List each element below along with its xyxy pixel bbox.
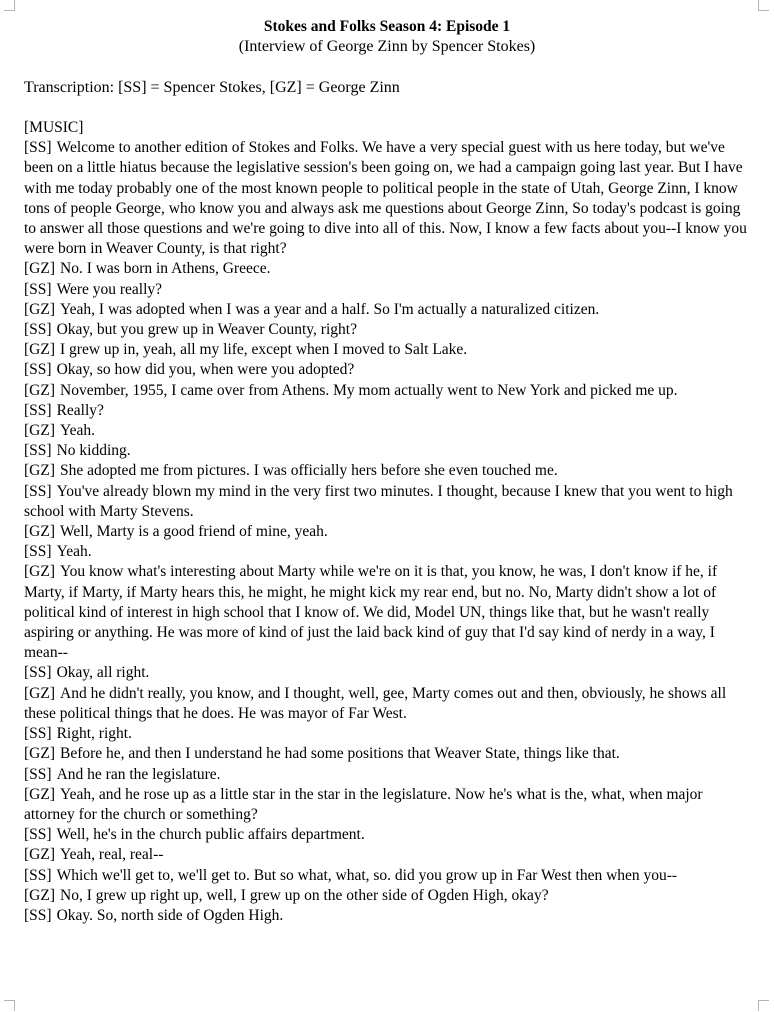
utterance-text: November, 1955, I came over from Athens. My mom actually went to New York and picked me up. <box>60 381 678 399</box>
transcript-line <box>24 542 754 562</box>
transcript-line <box>24 138 754 259</box>
speaker-tag: [GZ] <box>24 523 55 541</box>
speaker-tag: [SS] <box>24 906 52 924</box>
speaker-tag: [GZ] <box>24 462 55 480</box>
transcript-line <box>24 886 754 906</box>
transcript-line <box>24 482 754 522</box>
transcript-line <box>24 280 754 300</box>
speaker-tag: [GZ] <box>24 381 55 399</box>
speaker-tag: [GZ] <box>24 300 55 318</box>
utterance-text: Were you really? <box>56 280 163 298</box>
utterance-text: Before he, and then I understand he had some positions that Weaver State, things like that. <box>60 745 620 763</box>
transcript-line <box>24 785 754 825</box>
speaker-tag: [SS] <box>24 442 52 460</box>
speaker-tag: [SS] <box>24 543 52 561</box>
utterance-text: Yeah. <box>56 543 92 561</box>
transcript-line <box>24 259 754 279</box>
utterance-text: Welcome to another edition of Stokes and Folks. We have a very special guest with us here today, but we've been on a little hiatus because the legislative session's been going on, we had a campaign going last year. But I have with me today probably one of the most known people to political people in the state of Utah, George Zinn, I know tons of people George, who know you and always ask me questions about George Zinn, So today's podcast is going to answer all those questions and we're going to dive into all of this. Now, I know a few facts about you--I know you were born in Weaver County, is that right? <box>24 139 747 258</box>
transcription-key: Transcription: [SS] = Spencer Stokes, [GZ] = George Zinn <box>24 79 400 96</box>
utterance-text: No, I grew up right up, well, I grew up on the other side of Ogden High, okay? <box>60 886 549 904</box>
transcript-line <box>24 906 754 926</box>
utterance-text: And he didn't really, you know, and I thought, well, gee, Marty comes out and then, obviously, he shows all these political things that he does. He was mayor of Far West. <box>24 684 727 722</box>
speaker-tag: [GZ] <box>24 745 55 763</box>
transcript-line <box>24 461 754 481</box>
utterance-text: No. I was born in Athens, Greece. <box>60 260 271 278</box>
speaker-tag: [SS] <box>24 664 52 682</box>
transcript-line <box>24 320 754 340</box>
transcript-line <box>24 401 754 421</box>
speaker-tag: [SS] <box>24 280 52 298</box>
utterance-text: Okay, all right. <box>56 664 150 682</box>
speaker-tag: [SS] <box>24 482 52 500</box>
speaker-tag: [SS] <box>24 866 52 884</box>
speaker-tag: [SS] <box>24 826 52 844</box>
utterance-text: Well, Marty is a good friend of mine, yeah. <box>60 523 328 541</box>
speaker-tag: [GZ] <box>24 886 55 904</box>
utterance-text: And he ran the legislature. <box>56 765 221 783</box>
speaker-tag: [SS] <box>24 725 52 743</box>
utterance-text: Yeah, I was adopted when I was a year and a half. So I'm actually a naturalized citizen. <box>60 300 600 318</box>
transcript-line <box>24 118 754 138</box>
document-subtitle: (Interview of George Zinn by Spencer Stokes) <box>238 38 536 55</box>
transcript-line <box>24 684 754 724</box>
utterance-text: Right, right. <box>56 725 132 743</box>
speaker-tag: [SS] <box>24 765 52 783</box>
speaker-tag: [GZ] <box>24 341 55 359</box>
utterance-text: I grew up in, yeah, all my life, except when I moved to Salt Lake. <box>60 341 468 359</box>
page-corner-mark <box>758 0 769 11</box>
transcript-line <box>24 340 754 360</box>
speaker-tag: [SS] <box>24 139 52 157</box>
speaker-tag: [GZ] <box>24 846 55 864</box>
utterance-text: Okay, so how did you, when were you adopted? <box>56 361 355 379</box>
speaker-tag: [GZ] <box>24 684 55 702</box>
transcript-line <box>24 300 754 320</box>
utterance-text: Yeah, and he rose up as a little star in the star in the legislature. Now he's what is the, what, when major attorney for the church or something? <box>24 785 703 823</box>
speaker-tag: [GZ] <box>24 422 55 440</box>
transcript-line <box>24 765 754 785</box>
page-corner-mark <box>4 0 15 11</box>
transcript-line <box>24 744 754 764</box>
utterance-text: Well, he's in the church public affairs department. <box>56 826 365 844</box>
utterance-text: [MUSIC] <box>24 119 84 136</box>
utterance-text: Really? <box>56 401 104 419</box>
utterance-text: You've already blown my mind in the very first two minutes. I thought, because I knew that you went to high school with Marty Stevens. <box>24 482 733 520</box>
utterance-text: She adopted me from pictures. I was officially hers before she even touched me. <box>60 462 558 480</box>
utterance-text: Okay, but you grew up in Weaver County, right? <box>56 321 357 339</box>
transcript-line <box>24 381 754 401</box>
transcript-line <box>24 441 754 461</box>
utterance-text: Which we'll get to, we'll get to. But so what, what, so. did you grow up in Far West then when you-- <box>56 866 678 884</box>
page-corner-mark <box>758 1000 769 1011</box>
speaker-tag: [SS] <box>24 321 52 339</box>
utterance-text: Yeah, real, real-- <box>60 846 164 864</box>
speaker-tag: [SS] <box>24 401 52 419</box>
transcript-line <box>24 825 754 845</box>
transcript-line <box>24 866 754 886</box>
transcript-line <box>24 360 754 380</box>
speaker-tag: [GZ] <box>24 260 55 278</box>
transcript-line <box>24 845 754 865</box>
page-corner-mark <box>4 1000 15 1011</box>
transcript-line <box>24 562 754 663</box>
transcript-line <box>24 663 754 683</box>
utterance-text: Yeah. <box>60 422 96 440</box>
utterance-text: No kidding. <box>56 442 131 460</box>
utterance-text: You know what's interesting about Marty while we're on it is that, you know, he was, I don't know if he, if Marty, if Marty, if Marty hears this, he might, he might kick my rear end, but no. No, Marty didn't show a lot of political kind of interest in high school that I know of. We did, Model UN, things like that, but he wasn't really aspiring or anything. He was more of kind of just the laid back kind of guy that I'd say kind of nerdy in a way, I mean-- <box>24 563 718 662</box>
transcript-line <box>24 421 754 441</box>
speaker-tag: [GZ] <box>24 785 55 803</box>
speaker-tag: [SS] <box>24 361 52 379</box>
document-title: Stokes and Folks Season 4: Episode 1 <box>263 18 511 35</box>
transcript-line <box>24 724 754 744</box>
transcript-line <box>24 522 754 542</box>
speaker-tag: [GZ] <box>24 563 55 581</box>
utterance-text: Okay. So, north side of Ogden High. <box>56 906 284 924</box>
transcript-body <box>24 118 754 926</box>
